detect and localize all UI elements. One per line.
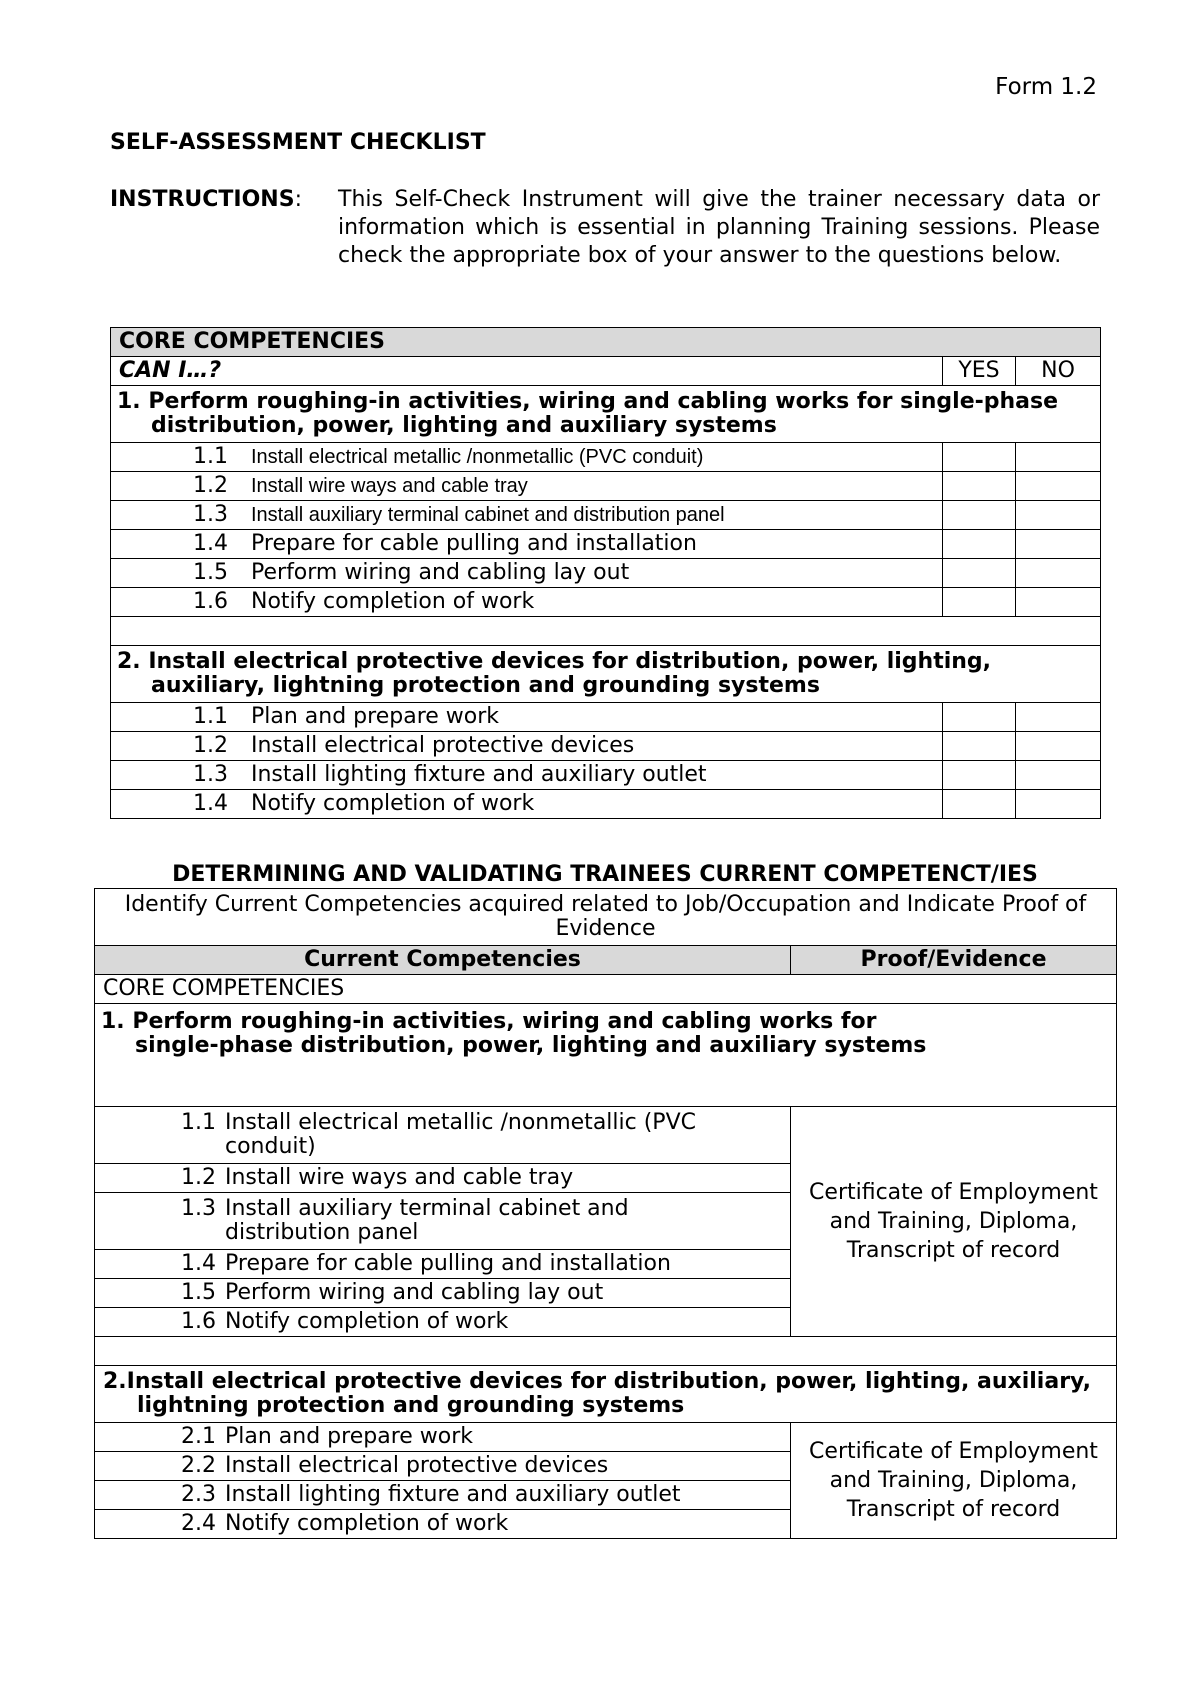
form-number: Form 1.2 <box>995 74 1097 100</box>
validation-row: 2.4 Notify completion of work <box>95 1510 791 1539</box>
no-checkbox[interactable] <box>1016 530 1101 559</box>
checklist-row: 1.6 Notify completion of work <box>111 588 943 617</box>
evidence-cell-2: Certificate of Employment and Training, Diploma, Transcript of record <box>791 1423 1117 1539</box>
checklist-row: 1.1 Install electrical metallic /nonmetallic (PVC conduit) <box>111 443 943 472</box>
proof-evidence-header: Proof/Evidence <box>791 946 1117 975</box>
validation-row: 2.1 Plan and prepare work <box>95 1423 791 1452</box>
validation-competency-1-heading: 1. Perform roughing-in activities, wiring and cabling works for single-phase distribution, power, lighting and auxiliary systems <box>95 1004 1117 1107</box>
can-i-label: CAN I…? <box>111 357 943 386</box>
yes-checkbox[interactable] <box>943 443 1016 472</box>
yes-checkbox[interactable] <box>943 732 1016 761</box>
no-checkbox[interactable] <box>1016 501 1101 530</box>
validation-competency-2-heading: 2.Install electrical protective devices for distribution, power, lighting, auxiliary, lightning protection and grounding systems <box>95 1366 1117 1423</box>
spacer-row <box>111 617 1101 646</box>
no-checkbox[interactable] <box>1016 443 1101 472</box>
evidence-cell: Certificate of Employment and Training, Diploma, Transcript of record <box>791 1107 1117 1337</box>
validation-row: 1.6 Notify completion of work <box>95 1308 791 1337</box>
core-competencies-header: CORE COMPETENCIES <box>111 328 1101 357</box>
competency-1-heading: 1. Perform roughing-in activities, wiring and cabling works for single-phase distribution, power, lighting and auxiliary systems <box>111 386 1101 443</box>
core-competencies-label: CORE COMPETENCIES <box>95 975 1117 1004</box>
yes-checkbox[interactable] <box>943 530 1016 559</box>
validation-row: 2.2 Install electrical protective devices <box>95 1452 791 1481</box>
validation-table <box>94 888 1117 1539</box>
no-checkbox[interactable] <box>1016 559 1101 588</box>
checklist-row: 1.3 Install auxiliary terminal cabinet and distribution panel <box>111 501 943 530</box>
instructions-label: INSTRUCTIONS: <box>110 187 302 212</box>
validation-title: DETERMINING AND VALIDATING TRAINEES CURRENT COMPETENCT/IES <box>172 862 1038 887</box>
page-title: SELF-ASSESSMENT CHECKLIST <box>110 130 486 155</box>
checklist-row: 1.5 Perform wiring and cabling lay out <box>111 559 943 588</box>
no-checkbox[interactable] <box>1016 761 1101 790</box>
yes-checkbox[interactable] <box>943 559 1016 588</box>
yes-checkbox[interactable] <box>943 472 1016 501</box>
no-checkbox[interactable] <box>1016 703 1101 732</box>
spacer-row <box>95 1337 1117 1366</box>
yes-checkbox[interactable] <box>943 790 1016 819</box>
checklist-row: 1.4 Prepare for cable pulling and installation <box>111 530 943 559</box>
validation-intro: Identify Current Competencies acquired related to Job/Occupation and Indicate Proof of Evidence <box>95 889 1117 946</box>
yes-column-header: YES <box>943 357 1016 386</box>
yes-checkbox[interactable] <box>943 703 1016 732</box>
yes-checkbox[interactable] <box>943 588 1016 617</box>
competency-2-heading: 2. Install electrical protective devices for distribution, power, lighting, auxiliary, lightning protection and grounding systems <box>111 646 1101 703</box>
checklist-row: 1.2 Install wire ways and cable tray <box>111 472 943 501</box>
no-checkbox[interactable] <box>1016 732 1101 761</box>
validation-row: 1.5 Perform wiring and cabling lay out <box>95 1279 791 1308</box>
validation-row: 1.3 Install auxiliary terminal cabinet and distribution panel <box>95 1193 791 1250</box>
yes-checkbox[interactable] <box>943 761 1016 790</box>
current-competencies-header: Current Competencies <box>95 946 791 975</box>
validation-row: 1.2 Install wire ways and cable tray <box>95 1164 791 1193</box>
validation-row: 1.4 Prepare for cable pulling and installation <box>95 1250 791 1279</box>
no-checkbox[interactable] <box>1016 588 1101 617</box>
no-checkbox[interactable] <box>1016 472 1101 501</box>
no-column-header: NO <box>1016 357 1101 386</box>
validation-row: 2.3 Install lighting fixture and auxiliary outlet <box>95 1481 791 1510</box>
validation-row: 1.1 Install electrical metallic /nonmetallic (PVC conduit) <box>95 1107 791 1164</box>
instructions-text: This Self-Check Instrument will give the trainer necessary data or information which is essential in planning Training sessions. Please check the appropriate box of your answer to the questions below. <box>338 187 1100 268</box>
checklist-row: 1.2 Install electrical protective devices <box>111 732 943 761</box>
yes-checkbox[interactable] <box>943 501 1016 530</box>
checklist-row: 1.1 Plan and prepare work <box>111 703 943 732</box>
no-checkbox[interactable] <box>1016 790 1101 819</box>
self-assessment-table <box>110 327 1101 819</box>
checklist-row: 1.4 Notify completion of work <box>111 790 943 819</box>
checklist-row: 1.3 Install lighting fixture and auxiliary outlet <box>111 761 943 790</box>
